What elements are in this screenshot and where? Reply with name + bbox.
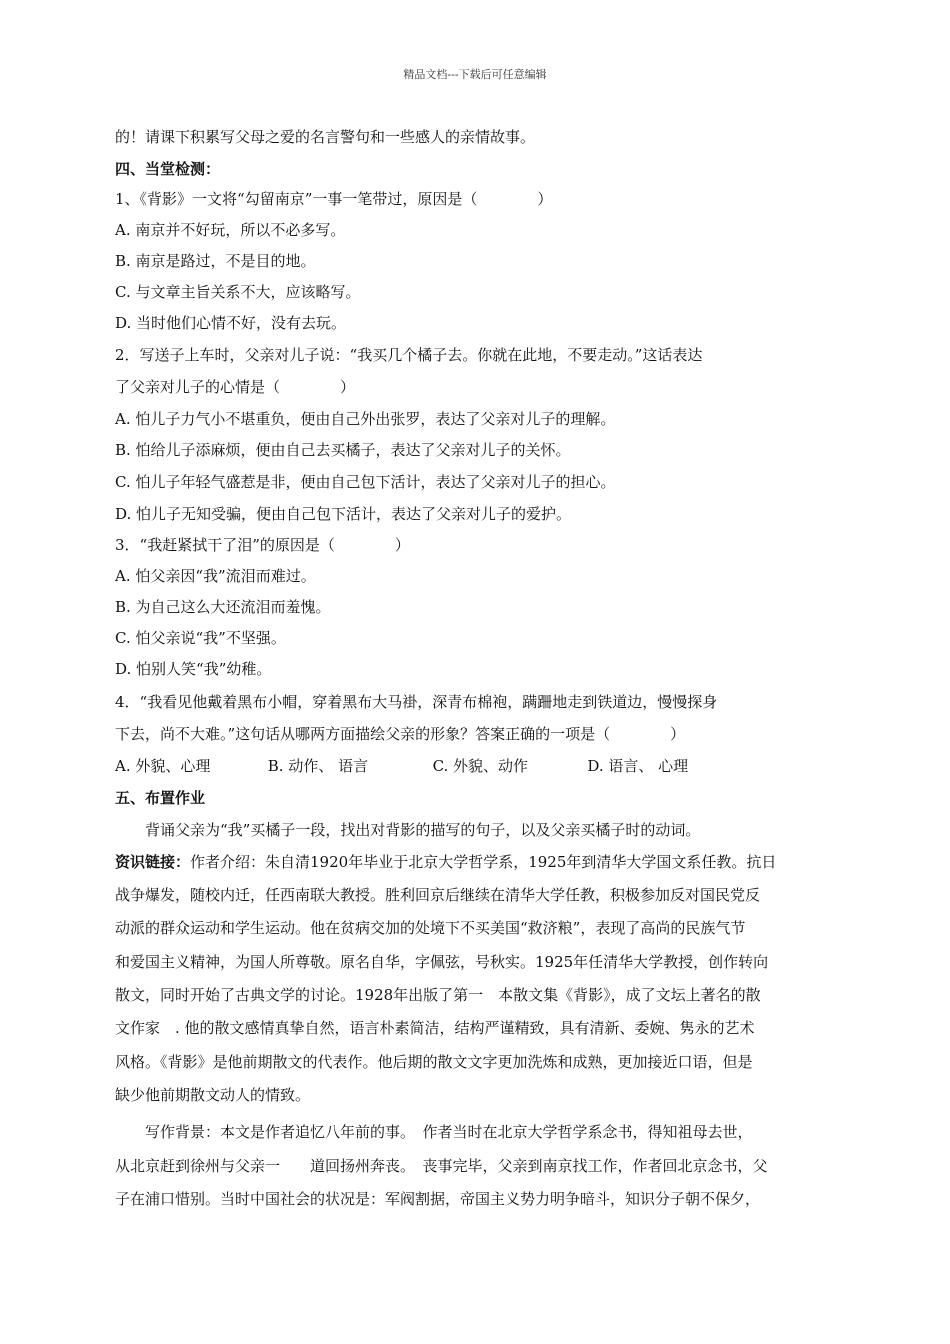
option: B. 为自己这么大还流泪而羞愧。 [115, 598, 331, 616]
question-4-cont: 下去，尚不大难。”这句话从哪两方面描绘父亲的形象？答案正确的一项是（ ） [115, 725, 686, 743]
question-4: 4．“我看见他戴着黑布小帽，穿着黑布大马褂，深青布棉袍，蹒跚地走到铁道边，慢慢探身 [115, 693, 718, 711]
background-line: 写作背景：本文是作者追忆八年前的事。 作者当时在北京大学哲学系念书，得知祖母去世， [145, 1123, 753, 1141]
option: A. 怕父亲因“我”流泪而难过。 [115, 567, 316, 585]
text-line: 的！请课下积累写父母之爱的名言警句和一些感人的亲情故事。 [115, 128, 536, 146]
info-line: 和爱国主义精神，为国人所尊敬。原名自华，字佩弦，号秋实。1925年任清华大学教授，创作转向 [115, 953, 769, 971]
info-line: 战争爆发，随校内迁，任西南联大教授。胜利回京后继续在清华大学任教，积极参加反对国民党反 [115, 886, 761, 904]
option: C. 与文章主旨关系不大，应该略写。 [115, 283, 361, 301]
info-line: 文作家 . 他的散文感情真挚自然，语言朴素简洁，结构严谨精致，具有清新、委婉、隽永的艺术 [115, 1019, 755, 1037]
section-title: 五、布置作业 [115, 789, 206, 807]
option: C. 外貌、动作 [432, 757, 529, 775]
option: A. 南京并不好玩，所以不必多写。 [115, 221, 346, 239]
option: D. 怕儿子无知受骗，便由自己包下活计，表达了父亲对儿子的爱护。 [115, 505, 572, 523]
question-3: 3．“我赶紧拭干了泪”的原因是（ ） [115, 536, 410, 554]
homework-text: 背诵父亲为“我”买橘子一段，找出对背影的描写的句子，以及父亲买橘子时的动词。 [145, 821, 701, 839]
option: D. 怕别人笑“我”幼稚。 [115, 660, 272, 678]
info-text: 作者介绍：朱自清1920年毕业于北京大学哲学系，1925年到清华大学国文系任教。抗日 [190, 853, 777, 871]
option: D. 当时他们心情不好，没有去玩。 [115, 314, 347, 332]
page-header: 精品文档---下载后可任意编辑 [403, 68, 547, 81]
info-label: 资识链接： [115, 853, 191, 871]
question-2: 2．写送子上车时，父亲对儿子说：“我买几个橘子去。你就在此地，不要走动。”这话表达 [115, 346, 703, 364]
option: A. 怕儿子力气小不堪重负，便由自己外出张罗，表达了父亲对儿子的理解。 [115, 410, 616, 428]
option: C. 怕儿子年轻气盛惹是非，便由自己包下活计，表达了父亲对儿子的担心。 [115, 473, 616, 491]
info-line: 缺少他前期散文动人的情致。 [115, 1086, 311, 1104]
option: B. 动作、 语言 [267, 757, 369, 775]
option: B. 南京是路过，不是目的地。 [115, 252, 316, 270]
option: B. 怕给儿子添麻烦，便由自己去买橘子，表达了父亲对儿子的关怀。 [115, 441, 571, 459]
info-line: 动派的群众运动和学生运动。他在贫病交加的处境下不买美国“救济粮”，表现了高尚的民族气节 [115, 919, 746, 937]
option: A. 外貌、心理 [115, 757, 211, 775]
option: D. 语言、 心理 [587, 757, 689, 775]
question-1: 1、《背影》一文将“勾留南京”一事一笔带过，原因是（ ） [115, 190, 553, 208]
info-line: 风格。《背影》是他前期散文的代表作。他后期的散文文字更加洗炼和成熟，更加接近口语，但是 [115, 1053, 753, 1071]
option: C. 怕父亲说“我”不坚强。 [115, 629, 286, 647]
info-line: 散文，同时开始了古典文学的讨论。1928年出版了第一 本散文集《背影》，成了文坛上著名的散 [115, 986, 761, 1004]
question-4-options [115, 756, 688, 776]
background-line: 从北京赶到徐州与父亲一 道回扬州奔丧。 丧事完毕，父亲到南京找工作，作者回北京念书，父 [115, 1157, 768, 1175]
info-line [115, 852, 776, 872]
section-title: 四、当堂检测： [115, 160, 221, 178]
background-line: 子在浦口惜别。当时中国社会的状况是：军阀割据，帝国主义势力明争暗斗，知识分子朝不保夕， [115, 1190, 761, 1208]
question-2-cont: 了父亲对儿子的心情是（ ） [115, 378, 356, 396]
